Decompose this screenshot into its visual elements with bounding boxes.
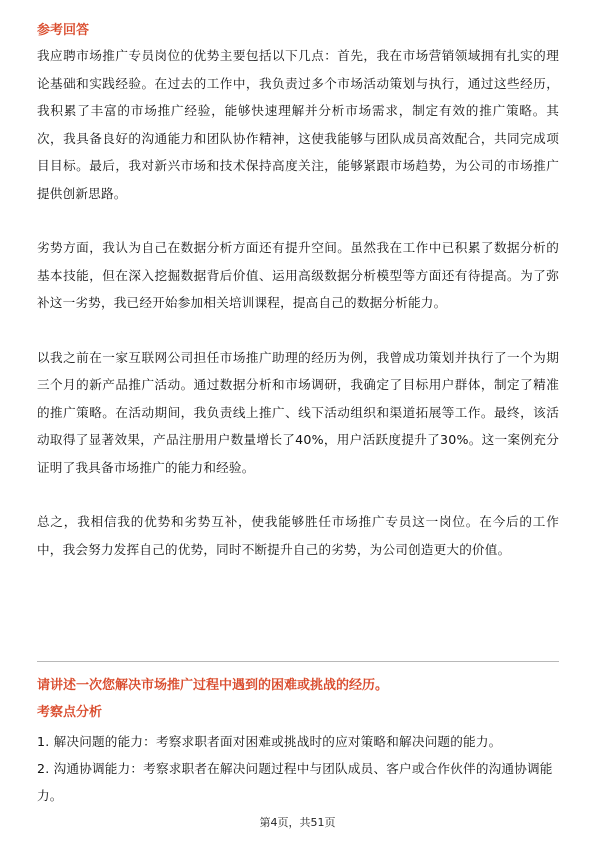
paragraph-weaknesses: 劣势方面，我认为自己在数据分析方面还有提升空间。虽然我在工作中已积累了数据分析的基本技能，但在深入挖掘数据背后价值、运用高级数据分析模型等方面还有待提高。为了弥补这一劣势，我已经开始参加相关培训课程，提高自己的数据分析能力。 [37, 240, 559, 310]
analysis-point-2: 2. 沟通协调能力：考察求职者在解决问题过程中与团队成员、客户或合作伙伴的沟通协调能力。 [37, 761, 553, 803]
analysis-point-1: 1. 解决问题的能力：考察求职者面对困难或挑战时的应对策略和解决问题的能力。 [37, 734, 502, 749]
paragraph-gap [37, 317, 559, 344]
paragraph-gap [37, 481, 559, 508]
question-text: 请讲述一次您解决市场推广过程中遇到的困难或挑战的经历。 [37, 678, 389, 693]
section-divider [37, 661, 559, 662]
paragraph-gap [37, 207, 559, 234]
page-number: 第4页，共51页 [259, 816, 336, 829]
paragraph-example: 以我之前在一家互联网公司担任市场推广助理的经历为例，我曾成功策划并执行了一个为期三个月的新产品推广活动。通过数据分析和市场调研，我确定了目标用户群体，制定了精准的推广策略。在活动期间，我负责线上推广、线下活动组织和渠道拓展等工作。最终，该活动取得了显著效果，产品注册用户数量增长了40%，用户活跃度提升了30%。这一案例充分证明了我具备市场推广的能力和经验。 [37, 349, 559, 475]
paragraph-strengths: 我应聘市场推广专员岗位的优势主要包括以下几点：首先，我在市场营销领域拥有扎实的理论基础和实践经验。在过去的工作中，我负责过多个市场活动策划与执行，通过这些经历，我积累了丰富的市场推广经验，能够快速理解并分析市场需求，制定有效的推广策略。其次，我具备良好的沟通能力和团队协作精神，这使我能够与团队成员高效配合，共同完成项目目标。最后，我对新兴市场和技术保持高度关注，能够紧跟市场趋势，为公司的市场推广提供创新思路。 [37, 48, 559, 201]
analysis-heading: 考察点分析 [37, 705, 103, 720]
answer-section [37, 20, 559, 563]
paragraph-summary: 总之，我相信我的优势和劣势互补，使我能够胜任市场推广专员这一岗位。在今后的工作中，我会努力发挥自己的优势，同时不断提升自己的劣势，为公司创造更大的价值。 [37, 514, 559, 557]
answer-heading: 参考回答 [37, 23, 90, 38]
